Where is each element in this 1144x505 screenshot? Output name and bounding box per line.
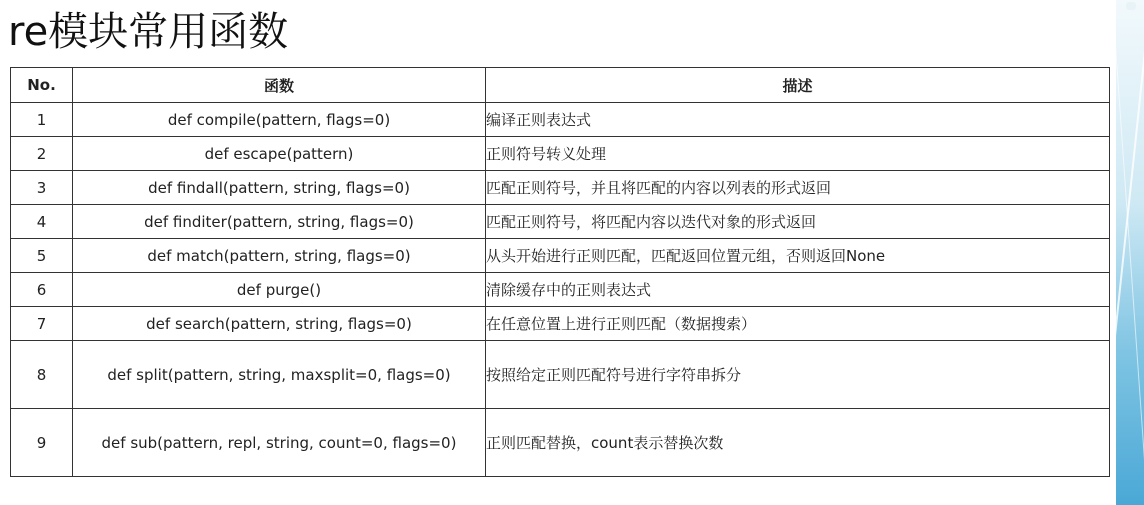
row-function: def split(pattern, string, maxsplit=0, flags=0) — [73, 341, 486, 409]
header-function: 函数 — [73, 68, 486, 103]
row-function: def compile(pattern, flags=0) — [73, 103, 486, 137]
row-description: 清除缓存中的正则表达式 — [486, 273, 1110, 307]
row-description: 按照给定正则匹配符号进行字符串拆分 — [486, 341, 1110, 409]
row-description: 正则符号转义处理 — [486, 137, 1110, 171]
row-function: def purge() — [73, 273, 486, 307]
row-function: def findall(pattern, string, flags=0) — [73, 171, 486, 205]
row-description: 匹配正则符号，将匹配内容以迭代对象的形式返回 — [486, 205, 1110, 239]
table-row — [11, 409, 1110, 477]
row-number: 4 — [11, 205, 73, 239]
row-number: 2 — [11, 137, 73, 171]
row-description: 从头开始进行正则匹配，匹配返回位置元组，否则返回None — [486, 239, 1110, 273]
row-number: 9 — [11, 409, 73, 477]
table-row — [11, 239, 1110, 273]
table-row — [11, 103, 1110, 137]
table-row — [11, 137, 1110, 171]
slide-edge-decoration — [1116, 0, 1144, 505]
row-function: def search(pattern, string, flags=0) — [73, 307, 486, 341]
row-number: 5 — [11, 239, 73, 273]
functions-table — [10, 67, 1110, 477]
table-row — [11, 205, 1110, 239]
header-description: 描述 — [486, 68, 1110, 103]
row-number: 6 — [11, 273, 73, 307]
table-row — [11, 341, 1110, 409]
decoration-line — [1116, 0, 1144, 505]
row-number: 1 — [11, 103, 73, 137]
table-row — [11, 307, 1110, 341]
table-row — [11, 273, 1110, 307]
row-function: def finditer(pattern, string, flags=0) — [73, 205, 486, 239]
row-function: def match(pattern, string, flags=0) — [73, 239, 486, 273]
page-title: re模块常用函数 — [8, 9, 289, 55]
table-row — [11, 171, 1110, 205]
row-number: 8 — [11, 341, 73, 409]
row-number: 7 — [11, 307, 73, 341]
row-number: 3 — [11, 171, 73, 205]
row-description: 正则匹配替换，count表示替换次数 — [486, 409, 1110, 477]
row-description: 匹配正则符号，并且将匹配的内容以列表的形式返回 — [486, 171, 1110, 205]
header-no: No. — [11, 68, 73, 103]
row-function: def sub(pattern, repl, string, count=0, flags=0) — [73, 409, 486, 477]
decoration-dot — [1126, 2, 1136, 10]
row-function: def escape(pattern) — [73, 137, 486, 171]
table-header-row — [11, 68, 1110, 103]
row-description: 编译正则表达式 — [486, 103, 1110, 137]
row-description: 在任意位置上进行正则匹配（数据搜索） — [486, 307, 1110, 341]
